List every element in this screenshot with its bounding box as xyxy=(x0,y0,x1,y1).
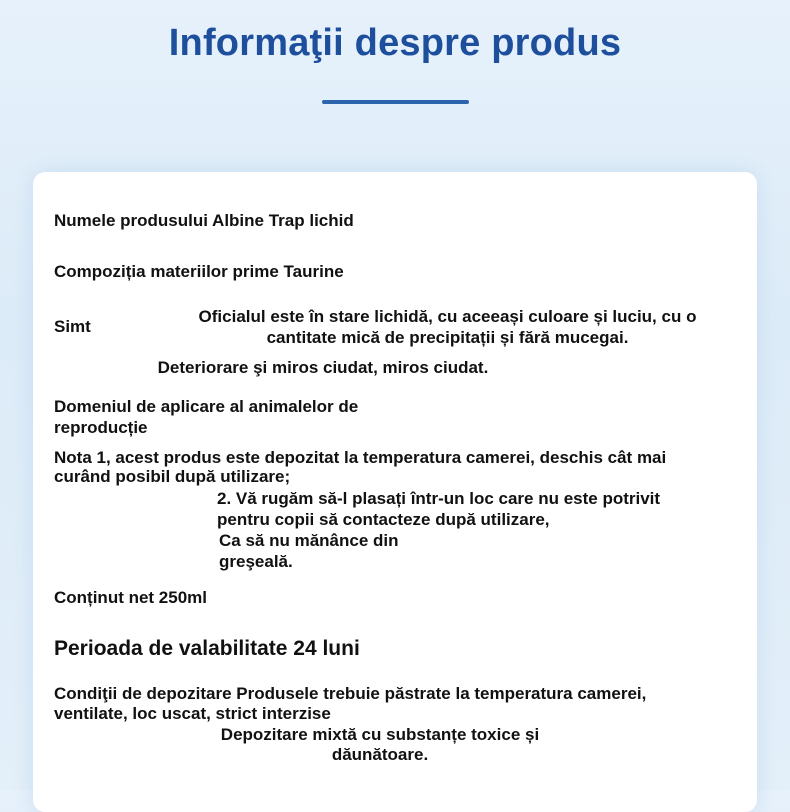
storage-line-1: Condiţii de depozitare Produsele trebuie păstrate la temperatura camerei, xyxy=(54,684,647,703)
note-line-2: curând posibil după utilizare; xyxy=(54,467,291,486)
note2-line-2: pentru copii să contacteze după utilizare, xyxy=(217,510,550,529)
shelf-life: Perioada de valabilitate 24 luni xyxy=(54,637,360,660)
storage-line-4: dăunătoare. xyxy=(331,745,429,764)
net-content: Conținut net 250ml xyxy=(54,588,208,607)
deterioration: Deteriorare şi miros ciudat, miros ciudat. xyxy=(157,358,489,377)
title-underline xyxy=(322,100,469,104)
simt-line-2: cantitate mică de precipitații și fără mucegai. xyxy=(266,328,629,347)
storage-line-3: Depozitare mixtă cu substanțe toxice și xyxy=(220,725,540,744)
note2-line-3: Ca să nu mănânce din xyxy=(219,531,399,550)
note2-line-1: 2. Vă rugăm să-l plasați într-un loc care nu este potrivit xyxy=(217,489,661,508)
product-name: Numele produsului Albine Trap lichid xyxy=(54,211,354,230)
note-line-1: Nota 1, acest produs este depozitat la temperatura camerei, deschis cât mai xyxy=(54,448,667,467)
domain-line-2: reproducție xyxy=(54,418,148,437)
page-title: Informaţii despre produs xyxy=(168,22,622,64)
simt-label: Simt xyxy=(54,317,91,336)
composition: Compoziția materiilor prime Taurine xyxy=(54,262,344,281)
simt-line-1: Oficialul este în stare lichidă, cu aceeași culoare și luciu, cu o xyxy=(198,307,697,326)
note2-line-4: greşeală. xyxy=(219,552,293,571)
storage-line-2: ventilate, loc uscat, strict interzise xyxy=(54,704,331,723)
domain-line-1: Domeniul de aplicare al animalelor de xyxy=(54,397,359,416)
